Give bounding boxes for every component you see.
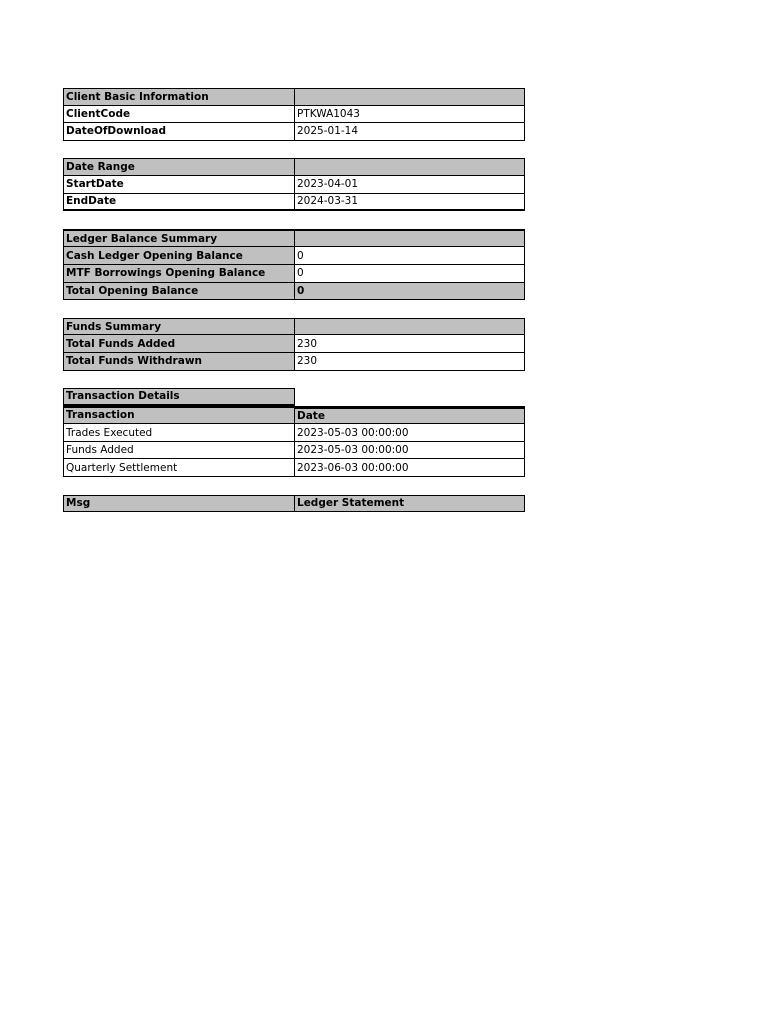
client-info-header-blank bbox=[295, 88, 525, 106]
transaction-date: 2023-05-03 00:00:00 bbox=[295, 424, 525, 442]
date-range-header-blank bbox=[295, 158, 525, 176]
transaction-date: 2023-05-03 00:00:00 bbox=[295, 442, 525, 460]
msg-row bbox=[63, 495, 525, 513]
mtf-borrowings-label: MTF Borrowings Opening Balance bbox=[63, 265, 295, 283]
mtf-borrowings-value: 0 bbox=[295, 265, 525, 283]
table-row bbox=[63, 353, 525, 371]
start-date-label: StartDate bbox=[63, 176, 295, 194]
total-funds-withdrawn-value: 230 bbox=[295, 353, 525, 371]
ledger-summary-header-row bbox=[63, 229, 525, 248]
total-opening-balance-value: 0 bbox=[295, 283, 525, 301]
transaction-details-table bbox=[63, 388, 525, 477]
total-funds-withdrawn-label: Total Funds Withdrawn bbox=[63, 353, 295, 371]
table-row bbox=[63, 335, 525, 353]
transaction-column-header: Transaction bbox=[63, 407, 295, 425]
table-row bbox=[63, 424, 525, 442]
transaction-name: Quarterly Settlement bbox=[63, 459, 295, 477]
client-code-value: PTKWA1043 bbox=[295, 106, 525, 124]
funds-summary-title: Funds Summary bbox=[63, 318, 295, 336]
transaction-details-title: Transaction Details bbox=[63, 388, 295, 406]
transaction-details-title-row bbox=[63, 388, 525, 406]
end-date-value: 2024-03-31 bbox=[295, 194, 525, 212]
client-info-header-row bbox=[63, 88, 525, 106]
table-row bbox=[63, 247, 525, 265]
cash-ledger-label: Cash Ledger Opening Balance bbox=[63, 247, 295, 265]
client-code-label: ClientCode bbox=[63, 106, 295, 124]
total-funds-added-label: Total Funds Added bbox=[63, 335, 295, 353]
table-row bbox=[63, 194, 525, 212]
date-range-title: Date Range bbox=[63, 158, 295, 176]
transaction-columns-row bbox=[63, 406, 525, 425]
total-opening-balance-label: Total Opening Balance bbox=[63, 283, 295, 301]
ledger-summary-header-blank bbox=[295, 230, 525, 248]
date-range-header-row bbox=[63, 158, 525, 176]
funds-summary-header-blank bbox=[295, 318, 525, 336]
table-row bbox=[63, 459, 525, 477]
msg-value: Ledger Statement bbox=[295, 495, 525, 513]
ledger-summary-title: Ledger Balance Summary bbox=[63, 230, 295, 248]
table-row bbox=[63, 442, 525, 460]
transaction-details-title-blank bbox=[295, 388, 525, 406]
date-range-table bbox=[63, 158, 525, 211]
table-row bbox=[63, 106, 525, 124]
funds-summary-header-row bbox=[63, 318, 525, 336]
table-row bbox=[63, 123, 525, 141]
client-info-title: Client Basic Information bbox=[63, 88, 295, 106]
msg-table bbox=[63, 495, 525, 513]
start-date-value: 2023-04-01 bbox=[295, 176, 525, 194]
table-row bbox=[63, 265, 525, 283]
transaction-date: 2023-06-03 00:00:00 bbox=[295, 459, 525, 477]
funds-summary-table bbox=[63, 318, 525, 371]
date-column-header: Date bbox=[295, 407, 525, 425]
client-info-table bbox=[63, 88, 525, 141]
date-of-download-label: DateOfDownload bbox=[63, 123, 295, 141]
ledger-sheet bbox=[63, 88, 525, 512]
table-row bbox=[63, 176, 525, 194]
end-date-label: EndDate bbox=[63, 194, 295, 212]
ledger-summary-table bbox=[63, 229, 525, 300]
cash-ledger-value: 0 bbox=[295, 247, 525, 265]
transaction-name: Funds Added bbox=[63, 442, 295, 460]
table-row bbox=[63, 283, 525, 301]
date-of-download-value: 2025-01-14 bbox=[295, 123, 525, 141]
total-funds-added-value: 230 bbox=[295, 335, 525, 353]
msg-label: Msg bbox=[63, 495, 295, 513]
transaction-name: Trades Executed bbox=[63, 424, 295, 442]
